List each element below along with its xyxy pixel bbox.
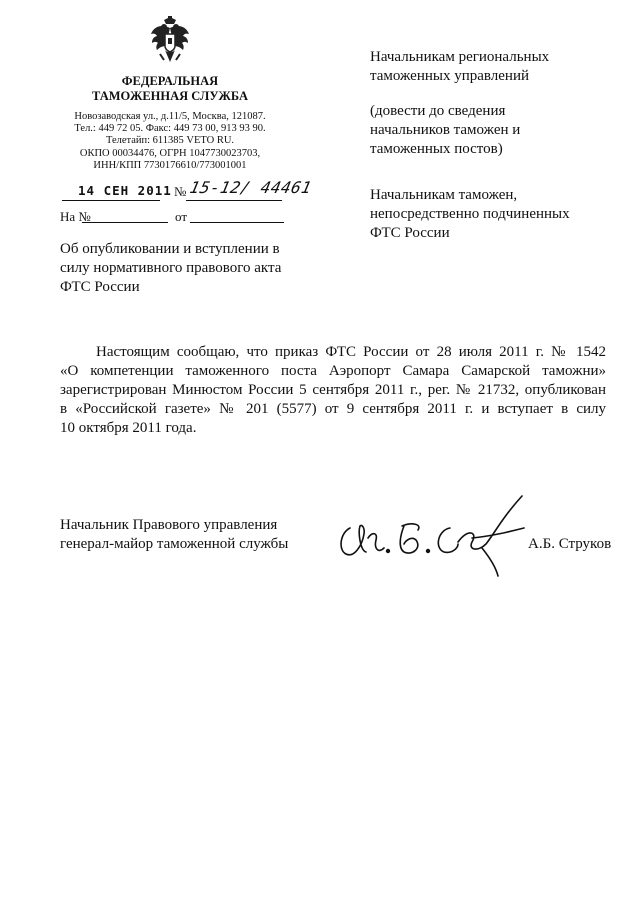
addressee-regional [370, 48, 610, 86]
signatory-title [60, 516, 320, 554]
signer-name: А.Б. Струков [528, 536, 612, 552]
addressee-note-line-2: начальников таможен и [370, 122, 521, 138]
letter-subject [60, 240, 300, 297]
registration-number: 15-12/ 44461 [187, 178, 314, 197]
body-line-4: в «Российской газете» № 201 (5577) от 9 сентября 2011 г. и вступает в силу [60, 401, 606, 417]
addressee-note-line-1: (довести до сведения [370, 103, 506, 119]
body-line-1: Настоящим сообщаю, что приказ ФТС России от 28 июля 2011 г. № 1542 [96, 344, 606, 360]
handwritten-signature [332, 488, 532, 578]
reference-number-label: На № [60, 209, 91, 224]
number-underline [186, 200, 282, 201]
signatory-title-line-1: Начальник Правового управления [60, 517, 278, 533]
date-underline [62, 200, 160, 201]
reference-number-line [82, 222, 168, 223]
subject-line-3: ФТС России [60, 279, 140, 295]
signatory-title-line-2: генерал-майор таможенной службы [60, 536, 289, 552]
body-line-5: 10 октября 2011 года. [60, 420, 197, 436]
org-name-line-2: ТАМОЖЕННАЯ СЛУЖБА [92, 89, 248, 103]
addressee-1-line-2: таможенных управлений [370, 68, 530, 84]
subject-line-2: силу нормативного правового акта [60, 260, 282, 276]
addressee-2-line-1: Начальникам таможен, [370, 187, 518, 203]
organization-details [60, 111, 280, 172]
addressee-note [370, 102, 610, 159]
org-okpo-ogrn: ОКПО 00034476, ОГРН 1047730023703, [79, 147, 261, 159]
registration-date: 14 СЕН 2011 [78, 183, 172, 198]
org-name-line-1: ФЕДЕРАЛЬНАЯ [121, 74, 219, 88]
registration-number-label: № [174, 184, 187, 199]
subject-line-1: Об опубликовании и вступлении в [60, 241, 280, 257]
coat-of-arms-icon [148, 16, 192, 66]
addressee-customs [370, 186, 610, 243]
org-telex: Телетайп: 611385 VETO RU. [105, 135, 235, 147]
org-address: Новозаводская ул., д.11/5, Москва, 121087. [74, 111, 266, 122]
org-phones: Тел.: 449 72 05. Факс: 449 73 00, 913 93 90. [74, 123, 266, 135]
reference-from-line [190, 222, 284, 223]
addressee-note-line-3: таможенных постов) [370, 141, 503, 157]
letter-body [60, 343, 606, 438]
addressee-2-line-3: ФТС России [370, 225, 450, 241]
addressee-1-line-1: Начальникам региональных [370, 49, 550, 65]
org-inn-kpp: ИНН/КПП 7730176610/773001001 [93, 159, 247, 171]
organization-name [60, 74, 280, 104]
reference-from-label: от [175, 209, 188, 224]
body-line-3: зарегистрирован Минюстом России 5 сентября 2011 г., рег. № 21732, опубликован [60, 382, 606, 398]
body-line-2: «О компетенции таможенного поста Аэропорт Самара Самарской таможни» [60, 363, 606, 379]
addressee-2-line-2: непосредственно подчиненных [370, 206, 570, 222]
